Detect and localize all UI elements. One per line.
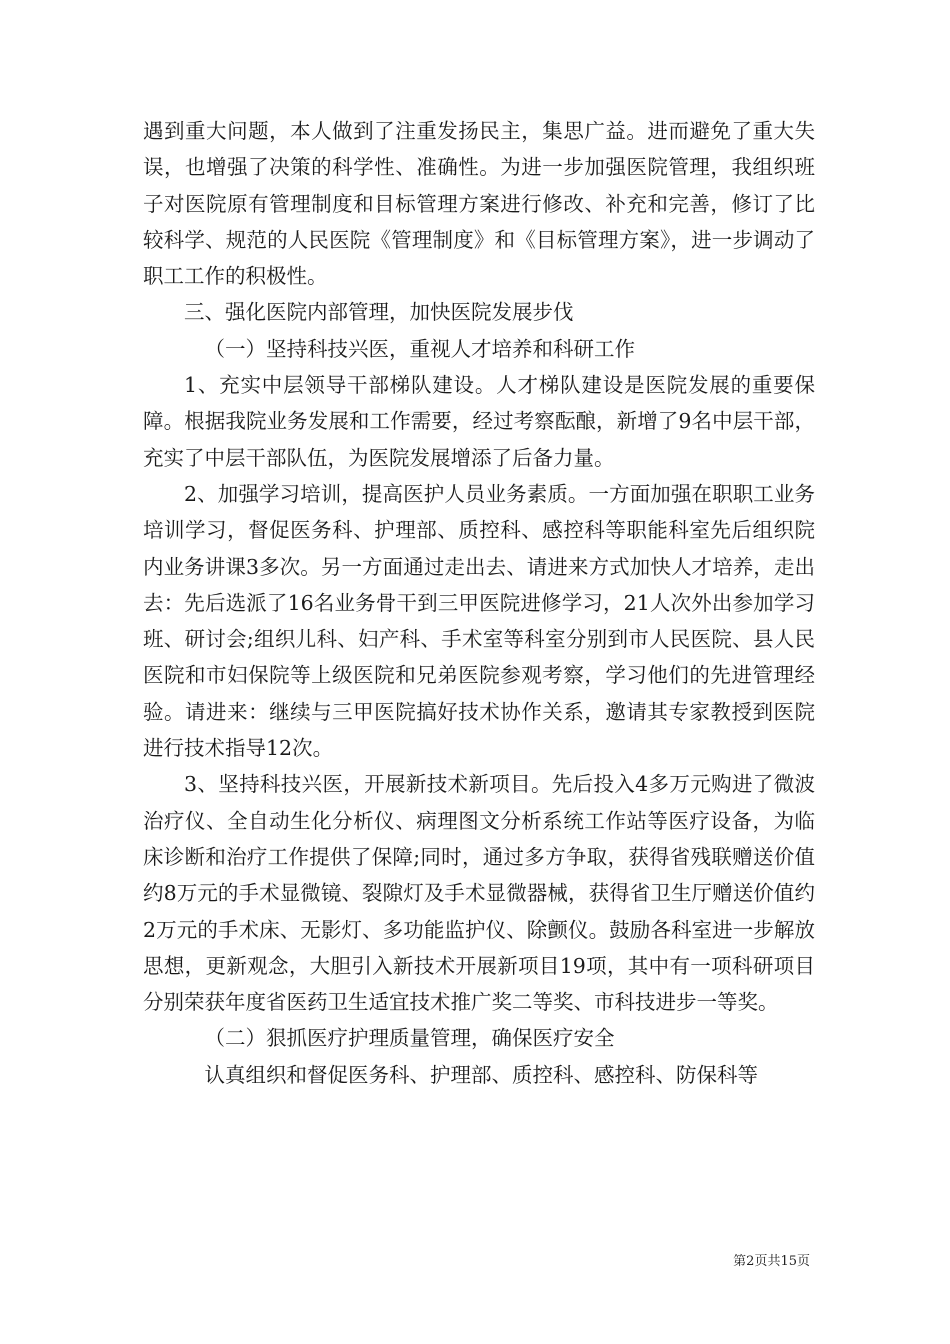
paragraph-decision-making: 遇到重大问题，本人做到了注重发扬民主，集思广益。进而避免了重大失误，也增强了决策的科学性、准确性。为进一步加强医院管理，我组织班子对医院原有管理制度和目标管理方案进行修改、补充和完善，修订了比较科学、规范的人民医院《管理制度》和《目标管理方案》，进一步调动了职工工作的积极性。 [143, 119, 815, 289]
subsection-heading-two: （二）狠抓医疗护理质量管理，确保医疗安全 [204, 1026, 615, 1051]
section-heading-three: 三、强化医院内部管理，加快医院发展步伐 [184, 300, 574, 325]
page-number-footer: 第2页共15页 [733, 1254, 810, 1269]
paragraph-training: 2、加强学习培训，提高医护人员业务素质。一方面加强在职职工业务培训学习，督促医务科、护理部、质控科、感控科等职能科室先后组织院内业务讲课3多次。另一方面通过走出去、请进来方式加快人才培养，走出去：先后选派了16名业务骨干到三甲医院进修学习，21人次外出参加学习班、研讨会;组织儿科、妇产科、手术室等科室分别到市人民医院、县人民医院和市妇保院等上级医院和兄弟医院参观考察，学习他们的先进管理经验。请进来：继续与三甲医院搞好技术协作关系，邀请其专家教授到医院进行技术指导12次。 [143, 481, 815, 761]
paragraph-middle-cadre: 1、充实中层领导干部梯队建设。人才梯队建设是医院发展的重要保障。根据我院业务发展和工作需要，经过考察酝酿，新增了9名中层干部，充实了中层干部队伍，为医院发展增添了后备力量。 [143, 373, 815, 470]
document-body [143, 113, 815, 1093]
subsection-heading-one: （一）坚持科技兴医，重视人才培养和科研工作 [204, 336, 635, 361]
paragraph-new-technology: 3、坚持科技兴医，开展新技术新项目。先后投入4多万元购进了微波治疗仪、全自动生化分析仪、病理图文分析系统工作站等医疗设备，为临床诊断和治疗工作提供了保障;同时，通过多方争取，获得省残联赠送价值约8万元的手术显微镜、裂隙灯及手术显微器械，获得省卫生厅赠送价值约2万元的手术床、无影灯、多功能监护仪、除颤仪。鼓励各科室进一步解放思想，更新观念，大胆引入新技术开展新项目19项，其中有一项科研项目分别荣获年度省医药卫生适宜技术推广奖二等奖、市科技进步一等奖。 [143, 772, 815, 1015]
paragraph-quality-management: 认真组织和督促医务科、护理部、质控科、感控科、防保科等 [204, 1062, 758, 1087]
